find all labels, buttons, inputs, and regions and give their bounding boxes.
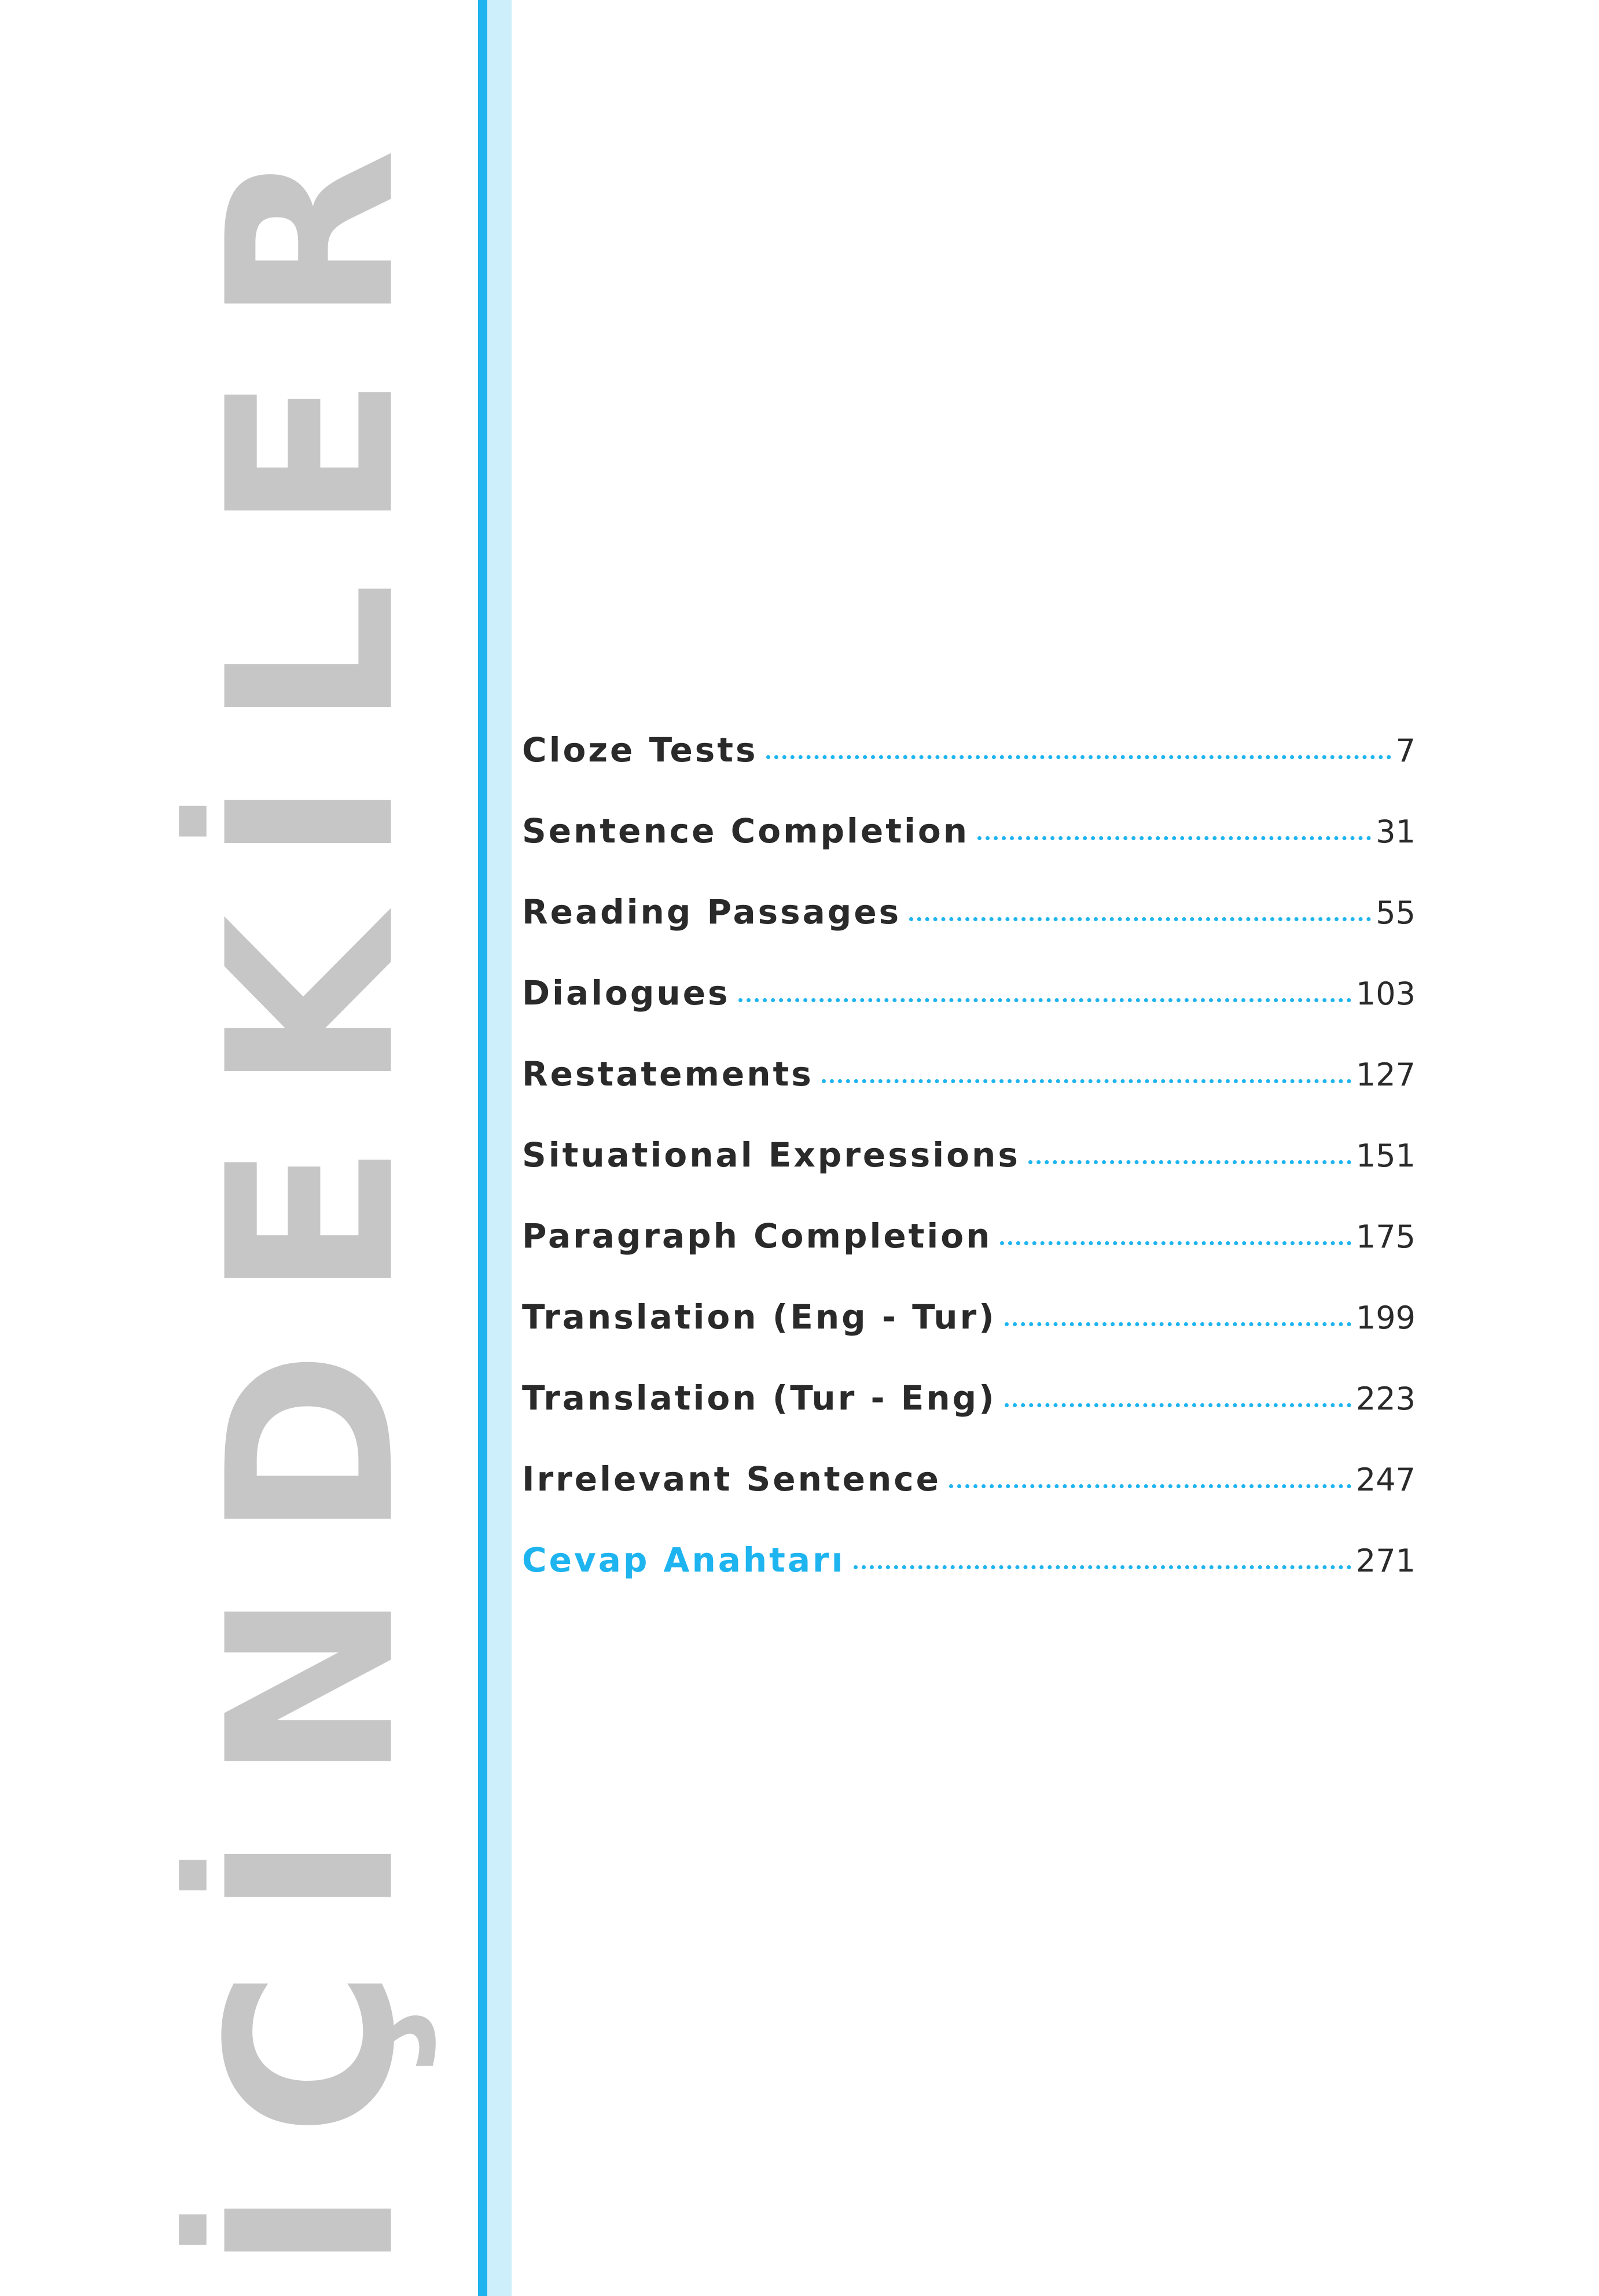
- toc-entry-label: Irrelevant Sentence: [522, 1459, 941, 1499]
- toc-entry-label: Situational Expressions: [522, 1135, 1020, 1175]
- toc-entry-page: 31: [1376, 814, 1416, 850]
- toc-entry-dialogues[interactable]: [522, 973, 1416, 1054]
- toc-entry-page: 103: [1355, 976, 1416, 1012]
- vertical-rule-light: [487, 0, 512, 2296]
- toc-entry-label: Translation (Tur - Eng): [522, 1378, 997, 1418]
- toc-entry-page: 199: [1355, 1300, 1416, 1336]
- toc-entry-label: Sentence Completion: [522, 811, 969, 851]
- toc-entry-situational-expressions[interactable]: [522, 1135, 1416, 1216]
- toc-entry-page: 175: [1355, 1219, 1416, 1255]
- toc-entry-page: 247: [1355, 1462, 1416, 1498]
- toc-entry-label: Restatements: [522, 1054, 814, 1094]
- page-title: İÇİNDEKİLER: [179, 97, 446, 2273]
- dot-leader: [1005, 1403, 1351, 1407]
- dot-leader: [1005, 1322, 1351, 1326]
- toc-entry-page: 7: [1395, 733, 1416, 769]
- dot-leader: [977, 836, 1371, 840]
- toc-entry-irrelevant-sentence[interactable]: [522, 1459, 1416, 1540]
- toc-entry-reading-passages[interactable]: [522, 892, 1416, 973]
- toc-entry-paragraph-completion[interactable]: [522, 1216, 1416, 1297]
- dot-leader: [738, 998, 1351, 1002]
- toc-entry-page: 55: [1376, 895, 1416, 931]
- toc-entry-sentence-completion[interactable]: [522, 811, 1416, 892]
- toc-entry-page: 223: [1355, 1381, 1416, 1417]
- toc-entry-translation-eng-tur[interactable]: [522, 1297, 1416, 1378]
- toc-entry-cloze-tests[interactable]: [522, 730, 1416, 811]
- toc-entry-page: 271: [1355, 1543, 1416, 1579]
- toc-entry-label: Dialogues: [522, 973, 730, 1013]
- dot-leader: [1028, 1160, 1351, 1164]
- dot-leader: [1000, 1241, 1351, 1245]
- vertical-rule-dark: [478, 0, 487, 2296]
- toc-entry-page: 127: [1355, 1057, 1416, 1093]
- dot-leader: [949, 1484, 1351, 1488]
- toc-entry-label: Cevap Anahtarı: [522, 1540, 846, 1580]
- dot-leader: [909, 917, 1371, 921]
- toc-entry-restatements[interactable]: [522, 1054, 1416, 1135]
- toc-entry-page: 151: [1355, 1138, 1416, 1174]
- dot-leader: [854, 1565, 1351, 1569]
- toc-entry-cevap-anahtari[interactable]: [522, 1540, 1416, 1621]
- table-of-contents: [522, 730, 1416, 1621]
- toc-entry-label: Paragraph Completion: [522, 1216, 993, 1256]
- dot-leader: [766, 755, 1391, 759]
- dot-leader: [822, 1079, 1351, 1083]
- toc-entry-label: Cloze Tests: [522, 730, 758, 770]
- toc-entry-label: Translation (Eng - Tur): [522, 1297, 997, 1337]
- toc-entry-label: Reading Passages: [522, 892, 902, 932]
- toc-entry-translation-tur-eng[interactable]: [522, 1378, 1416, 1459]
